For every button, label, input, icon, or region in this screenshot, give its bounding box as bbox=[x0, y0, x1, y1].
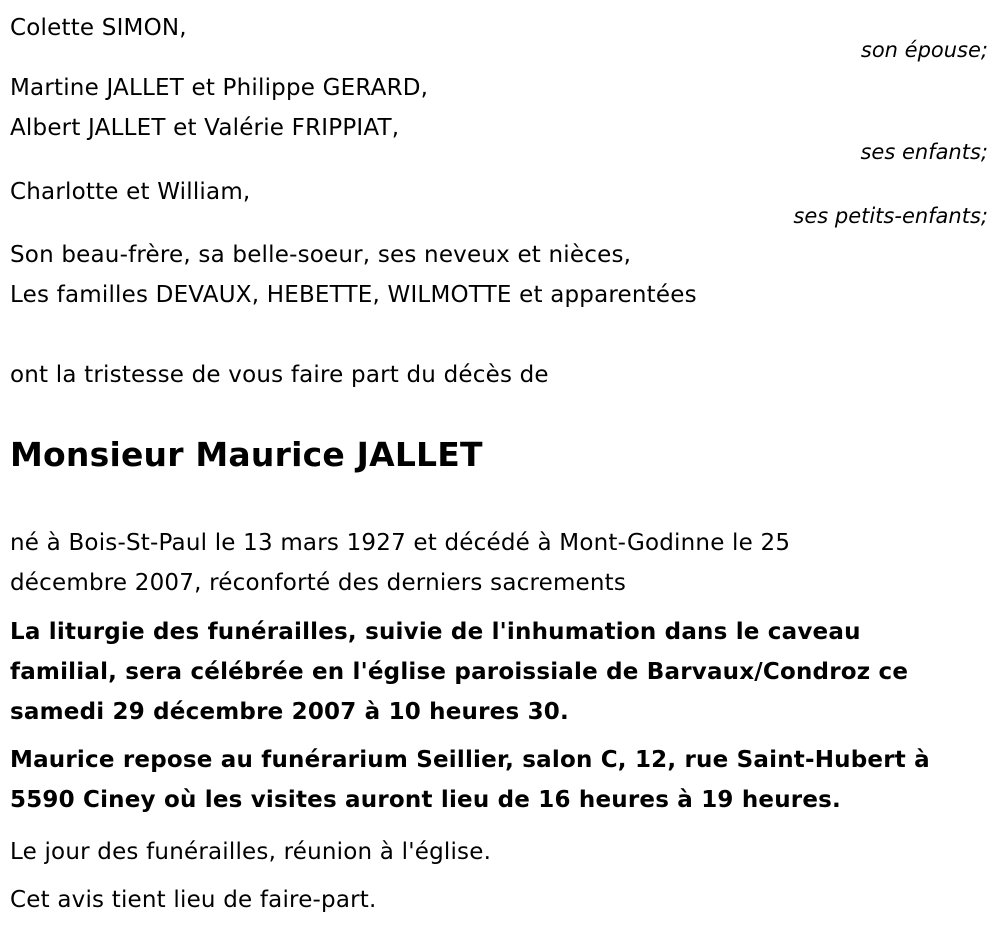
grandchildren-role: ses petits-enfants; bbox=[793, 204, 988, 228]
visitation-line: Maurice repose au funérarium Seillier, salon C, 12, rue Saint-Hubert à bbox=[10, 747, 930, 773]
relatives-line: Les familles DEVAUX, HEBETTE, WILMOTTE et apparentées bbox=[10, 282, 697, 308]
birth-death-line: décembre 2007, réconforté des derniers sacrements bbox=[10, 570, 627, 596]
announcement: ont la tristesse de vous faire part du décès de bbox=[10, 362, 549, 388]
birth-death-line: né à Bois-St-Paul le 13 mars 1927 et décédé à Mont-Godinne le 25 bbox=[10, 530, 791, 556]
child-line: Albert JALLET et Valérie FRIPPIAT, bbox=[10, 115, 400, 141]
children-role: ses enfants; bbox=[860, 140, 988, 164]
meeting-note: Le jour des funérailles, réunion à l'église. bbox=[10, 839, 492, 865]
relatives-line: Son beau-frère, sa belle-soeur, ses neveux et nièces, bbox=[10, 242, 632, 268]
liturgy-line: familial, sera célébrée en l'église paroissiale de Barvaux/Condroz ce bbox=[10, 659, 909, 685]
liturgy-line: La liturgie des funérailles, suivie de l'inhumation dans le caveau bbox=[10, 619, 861, 645]
visitation-line: 5590 Ciney où les visites auront lieu de 16 heures à 19 heures. bbox=[10, 787, 841, 813]
deceased-name: Monsieur Maurice JALLET bbox=[10, 435, 483, 474]
child-line: Martine JALLET et Philippe GERARD, bbox=[10, 75, 429, 101]
spouse-role: son épouse; bbox=[860, 38, 988, 62]
closing-note: Cet avis tient lieu de faire-part. bbox=[10, 887, 377, 913]
grandchildren-names: Charlotte et William, bbox=[10, 179, 251, 205]
liturgy-line: samedi 29 décembre 2007 à 10 heures 30. bbox=[10, 699, 569, 725]
spouse-name: Colette SIMON, bbox=[10, 15, 187, 41]
